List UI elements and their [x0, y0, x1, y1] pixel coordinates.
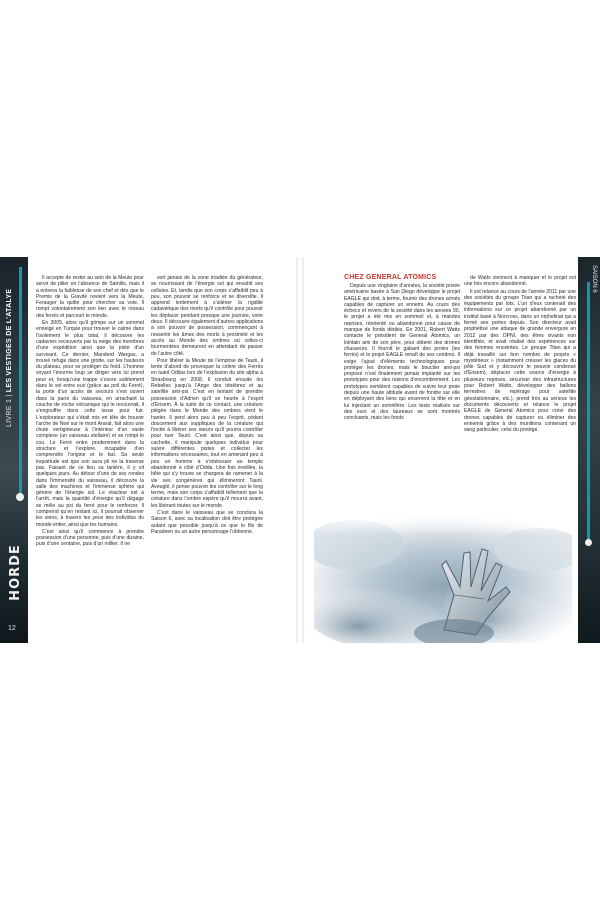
page-number-left: 12 — [8, 625, 16, 632]
paragraph: Depuis une vingtaine d’années, la société privée américaine basée à San Diego développe le projet EAGLE qui doit, à terme, fournir des drones armés capables de capturer un ennemi. Au cours des échecs et revers de la société dans les années 90, le projet a été mis en sommeil et, à maintes reprises, réorienté ou abandonné pour cause de manque de fonds dédiés. En 2001, Robert Watts contacte le président de General Atomics, un lointain ami de son père, pour obtenir des drones chasseurs. Il fournit le gabarit des proies (les ferrés) et le projet EAGLE renaît de ses cendres. Il exige l’ajout d’éléments technologiques pour protéger les drones, mais le bouclier anti-psi proposé n’est finalement jamais implanté sur les prototypes pour des raisons d’encombrement. Les prototypes semblent capables de suivre leur proie depuis une haute altitude avant de fondre sur elle en déployant des liens qui enserrent la tête et en lui injectant un somnifère. Les tests réalisés sur des ours et des taureaux se sont montrés concluants, mais les fonds — [344, 283, 460, 422]
right-accent-stripe — [587, 282, 590, 542]
book-gutter — [296, 257, 304, 643]
left-page — [0, 257, 296, 643]
right-page — [304, 257, 600, 643]
right-column-1 — [344, 283, 460, 483]
paragraph: C’est dans le vaisseau que se conclura la Saison 6, avec sa localisation doit être protégée autant que possible jusqu’à ce que le fils de Paradeen ou un autre personnage l’obtienne. — [151, 509, 263, 535]
paragraph: de Watts viennent à manquer et le projet est une fois encore abandonné. — [464, 275, 576, 288]
right-column-2 — [464, 275, 576, 511]
paragraph: sort jamais de la zone irradiée du générateur, se nourrissant de l’énergie sol qui envahit ses cellules. Et, tandis que son corps s’affaiblit peu à peu, son pouvoir se renforce et se diversifie. Il apprend lentement à s’aliéner la rigidité cadavérique des morts qu’il contrôle pour pouvoir les déplacer pendant presque une journée, voire deux. Il découvre également d’autres applications à son pouvoir de possession, commençant à ressentir les âmes des morts à proximité et les accès au Monde des ombres où celles-ci tourmentées demeurent en attendant de passer de l’autre côté. — [151, 275, 263, 357]
left-bullet-dot — [16, 493, 24, 501]
paragraph: C’est ainsi qu’il commence à prendre possession d’une personne, puis d’une dizaine, puis d’une centaine, puis d’un millier. Il ne — [36, 528, 144, 548]
paragraph: En 2005, alors qu’il grimpe sur un sommet enneigé en Turquie pour trouver le calme dans l’isolement le plus total, il découvre les cadavres recouverts par la neige des membres d’une expédition ainsi que la piste d’un survivant. Ce dernier, Manderd Wargas, a trouvé refuge dans une grotte, sur les hauteurs du plateau, pour se protéger du froid. L’homme voyant l’énorme loup se diriger vers lui prend peur et, lorsqu’une trappe s’ouvre subitement dans le sol entre eux (grâce au poil du Ferré), la porte d’un accès de secours s’est ouvert dans la paroi du vaisseau, en arrachant la couche de roche volcanique qui le recouvrait, il s’engouffre dans cette issue pour fuir. L’explorateur qui s’était mis en tête de trouver l’arche de Noé sur le mont Ararat, fait alors une chute vertigineuse à l’intérieur d’un vaste complexe (un vaisseau stellaire) et se rompt le cou. Le Ferré entre prudemment dans la structure et l’explore, incapable d’en comprendre l’origine et le but. Sa seule inquiétude est que son aura pil ne la traverse pas. Faisant de ce lieu sa tanière, il y vit quelques jours. Au détour d’une de ses rondes dans l’immensité du vaisseau, il découvre la salle des machines et l’immense sphère qui génère de l’énergie sol. Le réacteur est à l’arrêt, mais la quantité d’énergie qu’il dégage se mêle au psi du ferré pour le renforcer. Il comprend qu’en restant ici, il pourrait observer les siens, à travers les yeux des individus du monde entier, ainsi que les humains. — [36, 320, 144, 528]
running-header-right: SAISON 6 — [591, 265, 597, 293]
running-header — [6, 289, 13, 427]
running-header-prefix: LIVRE 1 | — [6, 394, 13, 427]
paragraph: Pour libérer la Meute de l’emprise de Taurii, il tente d’abord de provoquer la colère des Ferrés en tuant Odilas lors de l’explosion du site alpha à Strasbourg en 2008. Il conduit ensuite les Rebelles jusqu’à l’Ange des ténèbres et au satellite anti-psi. C’est en tentant de prendre possession d’Adrien qu’il se heurte à l’esprit d’Erisem. À la suite de ce contact, une créature piégée dans le Monde des ombres vient le hanter. Il perd alors peu à peu l’esprit, cédant doucement aux suppliques de la créature qui l’incite à libérer ses sœurs qu’il pourra contrôler pour tuer Taurii. C’est ainsi que, depuis sa cachette, il manipule quelques individus pour suivre différentes pistes et collecter les informations nécessaires, tout en amenant peu à peu un homme à s’intéresser au temple abandonné à côté d’Odda. Une fois éveillée, la bête qui s’y trouve se chargera de ramener à la vie ses congénères qui élimineront Taurii. Aveuglé, il pense pouvoir les contrôler sur le long terme, mais son corps s’affaiblit tellement que la créature dans l’ombre espère qu’il mourra avant, les libérant toutes sur le monde. — [151, 357, 263, 509]
left-column-1 — [36, 275, 144, 635]
illustration-fade — [314, 515, 572, 535]
hand-illustration — [314, 515, 572, 643]
right-bullet-dot — [585, 539, 592, 546]
running-header-title: LES VESTIGES DE L’ATALYE — [6, 288, 13, 393]
left-column-2 — [151, 275, 263, 635]
paragraph: Il est relancé au cours de l’année 2011 par une des sociétés du groupe Titan qui a racheté des équipements par lots. L’un d’eux contenait des informations sur ce projet abandonné par un institut basé à Norcross, dans un orphelinat qui a fermé ses portes depuis. Son directeur avait prophétisé une attaque de grande envergure en 2012 par des OPNI, des êtres vivants non identifiés, et avait réalisé des expériences sur des femmes enceintes. Le groupe Titan qui a déjà travaillé sur bon nombre de projets « mystérieux » (notamment creuser les glaces du pôle Sud et y découvrir le pouvoir condensé d’Erisem), déplacer cette source d’énergie à plusieurs reprises, sécuriser des infrastructures pour Robert Watts, développer des ballons terrestres de repérage pour satellite géostationnaire, etc.), prend très au sérieux les documents découverts et relance le projet EAGLE de General Atomics pour créer des drones capables de capturer ou éliminer des ennemis grâce à des munitions contenant un sang particulier, celui du protégé. — [464, 288, 576, 434]
section-heading: CHEZ GENERAL ATOMICS — [344, 274, 437, 281]
book-spread — [0, 257, 600, 643]
horde-logo-text: HORDE — [7, 543, 23, 601]
horde-logo — [2, 543, 28, 601]
left-accent-stripe — [19, 267, 22, 495]
paragraph: Il accepte de rester au sein de la Meute pour servir de pilier en l’absence de Samilis, mais il a entrevu la faiblesse de son chef et dès que le Premis de la Gravité revient vers la Meute, Ferauger la quitte pour chercher sa voie. Il rompt volontairement son lien avec le réseau des ferrés et parcourt le monde. — [36, 275, 144, 319]
